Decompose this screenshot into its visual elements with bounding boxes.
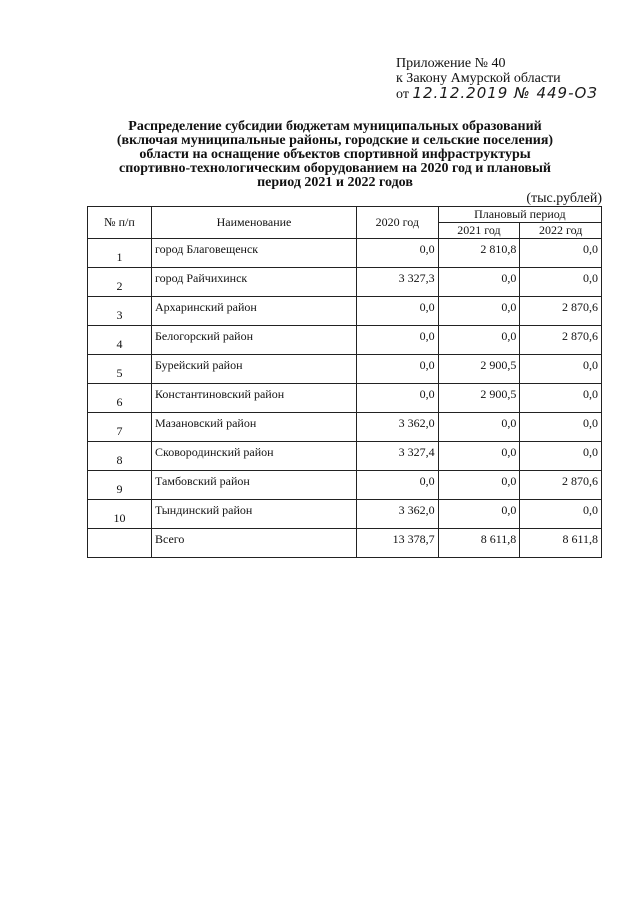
table-row xyxy=(88,326,602,355)
row-value-2021: 2 900,5 xyxy=(438,355,520,384)
row-value-2020: 0,0 xyxy=(357,471,439,500)
row-name: Мазановский район xyxy=(152,413,357,442)
row-name: Тамбовский район xyxy=(152,471,357,500)
row-value-2020: 0,0 xyxy=(357,326,439,355)
table-row xyxy=(88,384,602,413)
row-value-2020: 0,0 xyxy=(357,297,439,326)
table-row xyxy=(88,442,602,471)
row-value-2020: 0,0 xyxy=(357,355,439,384)
row-value-2020: 0,0 xyxy=(357,239,439,268)
row-value-2022: 0,0 xyxy=(520,413,602,442)
row-name: город Райчихинск xyxy=(152,268,357,297)
subsidy-table xyxy=(87,206,602,558)
row-value-2021: 0,0 xyxy=(438,326,520,355)
table-row xyxy=(88,268,602,297)
row-value-2021: 2 900,5 xyxy=(438,384,520,413)
total-label: Всего xyxy=(152,529,357,558)
row-num: 10 xyxy=(88,500,152,529)
title-line-3: области на оснащение объектов спортивной инфраструктуры xyxy=(139,147,531,162)
row-value-2022: 0,0 xyxy=(520,355,602,384)
appendix-law: к Закону Амурской области xyxy=(396,71,561,86)
row-name: Тындинский район xyxy=(152,500,357,529)
table-row xyxy=(88,355,602,384)
appendix-date-prefix: от xyxy=(396,87,409,102)
row-num: 7 xyxy=(88,413,152,442)
table-total-row xyxy=(88,529,602,558)
table-body xyxy=(88,239,602,558)
row-num: 5 xyxy=(88,355,152,384)
row-value-2020: 3 362,0 xyxy=(357,413,439,442)
header-plan-period: Плановый период xyxy=(438,207,601,223)
header-num: № п/п xyxy=(88,207,152,239)
row-num: 1 xyxy=(88,239,152,268)
total-num xyxy=(88,529,152,558)
total-value-2022: 8 611,8 xyxy=(520,529,602,558)
row-num: 2 xyxy=(88,268,152,297)
row-value-2022: 0,0 xyxy=(520,500,602,529)
document-title xyxy=(95,120,575,190)
appendix-header xyxy=(396,56,598,102)
appendix-number: Приложение № 40 xyxy=(396,56,506,71)
header-name: Наименование xyxy=(152,207,357,239)
row-value-2021: 2 810,8 xyxy=(438,239,520,268)
row-value-2022: 0,0 xyxy=(520,384,602,413)
header-2020: 2020 год xyxy=(357,207,439,239)
row-num: 3 xyxy=(88,297,152,326)
row-value-2021: 0,0 xyxy=(438,297,520,326)
total-value-2020: 13 378,7 xyxy=(357,529,439,558)
row-value-2021: 0,0 xyxy=(438,413,520,442)
header-2022: 2022 год xyxy=(520,223,602,239)
row-value-2022: 0,0 xyxy=(520,442,602,471)
row-num: 8 xyxy=(88,442,152,471)
row-value-2021: 0,0 xyxy=(438,268,520,297)
total-value-2021: 8 611,8 xyxy=(438,529,520,558)
row-name: Архаринский район xyxy=(152,297,357,326)
units-label: (тыс.рублей) xyxy=(526,191,602,206)
appendix-handwritten-reference: 12.12.2019 № 449-ОЗ xyxy=(412,84,598,102)
title-line-5: период 2021 и 2022 годов xyxy=(257,175,413,190)
row-name: Константиновский район xyxy=(152,384,357,413)
header-2021: 2021 год xyxy=(438,223,520,239)
title-line-1: Распределение субсидии бюджетам муниципальных образований xyxy=(128,119,542,134)
row-value-2020: 0,0 xyxy=(357,384,439,413)
row-value-2020: 3 362,0 xyxy=(357,500,439,529)
row-value-2020: 3 327,4 xyxy=(357,442,439,471)
row-value-2022: 2 870,6 xyxy=(520,297,602,326)
row-value-2022: 0,0 xyxy=(520,268,602,297)
row-value-2022: 2 870,6 xyxy=(520,471,602,500)
table-header-row xyxy=(88,207,602,223)
row-value-2021: 0,0 xyxy=(438,471,520,500)
table-row xyxy=(88,413,602,442)
row-name: Бурейский район xyxy=(152,355,357,384)
row-name: Сковородинский район xyxy=(152,442,357,471)
table-row xyxy=(88,239,602,268)
table-row xyxy=(88,500,602,529)
row-num: 6 xyxy=(88,384,152,413)
title-line-2: (включая муниципальные районы, городские и сельские поселения) xyxy=(116,133,554,148)
appendix-date-line xyxy=(396,86,598,102)
title-line-4: спортивно-технологическим оборудованием на 2020 год и плановый xyxy=(119,161,551,176)
row-value-2021: 0,0 xyxy=(438,500,520,529)
row-value-2022: 0,0 xyxy=(520,239,602,268)
row-num: 9 xyxy=(88,471,152,500)
row-num: 4 xyxy=(88,326,152,355)
table-row xyxy=(88,297,602,326)
row-value-2020: 3 327,3 xyxy=(357,268,439,297)
table-row xyxy=(88,471,602,500)
row-name: город Благовещенск xyxy=(152,239,357,268)
row-value-2022: 2 870,6 xyxy=(520,326,602,355)
row-value-2021: 0,0 xyxy=(438,442,520,471)
row-name: Белогорский район xyxy=(152,326,357,355)
